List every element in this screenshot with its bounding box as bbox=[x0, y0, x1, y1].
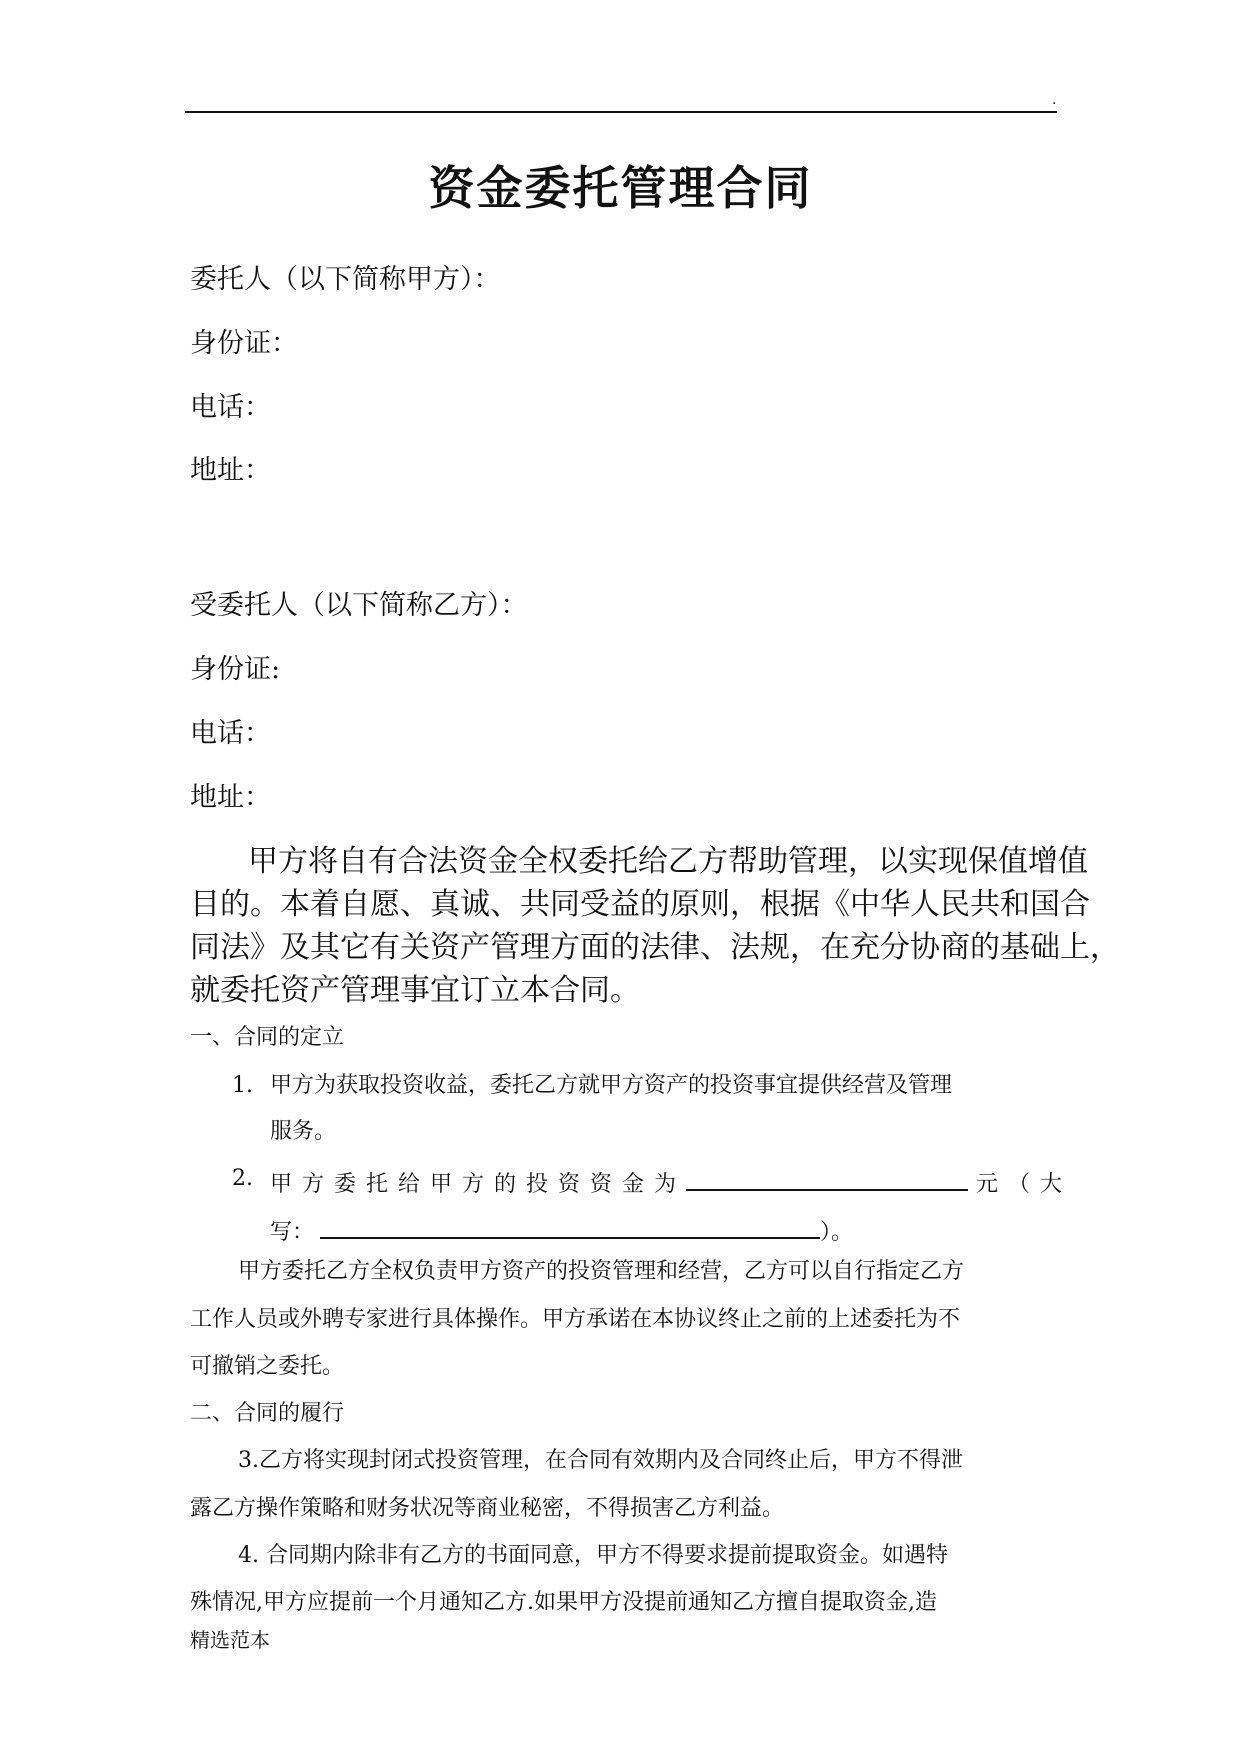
party-b-id-label: 身份证: bbox=[190, 654, 281, 685]
party-a-label: 委托人（以下简称甲方）： bbox=[190, 264, 501, 295]
item-2-text: 甲方委托给甲方的投资资金为 bbox=[270, 1172, 687, 1197]
party-b-address-label: 地址： bbox=[190, 782, 271, 813]
item-2-unit: 元（大 bbox=[976, 1172, 1073, 1197]
party-b-label: 受委托人（以下简称乙方）： bbox=[190, 590, 528, 621]
preamble-paragraph bbox=[190, 840, 1120, 1012]
item-4-line: 4. 合同期内除非有乙方的书面同意，甲方不得要求提前提取资金。如遇特 bbox=[238, 1543, 948, 1568]
item-3-line: 露乙方操作策略和财务状况等商业秘密，不得损害乙方利益。 bbox=[190, 1496, 785, 1521]
party-a-address-label: 地址： bbox=[190, 455, 271, 486]
party-a-phone-label: 电话： bbox=[190, 392, 271, 423]
party-a-id-label: 身份证： bbox=[190, 328, 298, 359]
header-mark: . bbox=[1052, 92, 1057, 108]
party-b-phone-label: 电话： bbox=[190, 718, 271, 749]
item-2-number: 2. bbox=[232, 1166, 253, 1191]
section-1-heading: 一、合同的定立 bbox=[190, 1025, 345, 1050]
item-3-line: 3.乙方将实现封闭式投资管理，在合同有效期内及合同终止后，甲方不得泄 bbox=[238, 1448, 963, 1473]
document-title: 资金委托管理合同 bbox=[428, 161, 813, 215]
section-1-paragraph-line: 工作人员或外聘专家进行具体操作。甲方承诺在本协议终止之前的上述委托为不 bbox=[190, 1307, 961, 1332]
footer-text: 精选范本 bbox=[190, 1628, 270, 1652]
preamble-line: 甲方将自有合法资金全权委托给乙方帮助管理，以实现保值增值 bbox=[248, 844, 1088, 879]
item-2-suffix: ）。 bbox=[820, 1220, 854, 1245]
preamble-line: 同法》及其它有关资产管理方面的法律、法规，在充分协商的基础上， bbox=[190, 930, 1120, 965]
amount-blank[interactable] bbox=[686, 1165, 968, 1191]
section-2-heading: 二、合同的履行 bbox=[190, 1401, 345, 1426]
section-1-paragraph-line: 可撤销之委托。 bbox=[190, 1354, 345, 1379]
header-rule bbox=[185, 111, 1057, 113]
item-1-line: 服务。 bbox=[270, 1119, 337, 1144]
preamble-line: 就委托资产管理事宜订立本合同。 bbox=[190, 973, 640, 1008]
item-4-line: 殊情况,甲方应提前一个月通知乙方.如果甲方没提前通知乙方擅自提取资金,造 bbox=[190, 1590, 937, 1615]
item-1-line: 甲方为获取投资收益，委托乙方就甲方资产的投资事宜提供经营及管理 bbox=[270, 1073, 953, 1098]
amount-words-blank[interactable] bbox=[320, 1213, 820, 1239]
item-1-number: 1. bbox=[232, 1073, 253, 1098]
item-2-prefix: 写： bbox=[270, 1220, 315, 1245]
item-2-line bbox=[270, 1165, 1072, 1199]
preamble-line: 目的。本着自愿、真诚、共同受益的原则，根据《中华人民共和国合 bbox=[190, 887, 1090, 922]
item-2-line-2 bbox=[270, 1213, 853, 1247]
section-1-paragraph-line: 甲方委托乙方全权负责甲方资产的投资管理和经营，乙方可以自行指定乙方 bbox=[238, 1259, 965, 1284]
